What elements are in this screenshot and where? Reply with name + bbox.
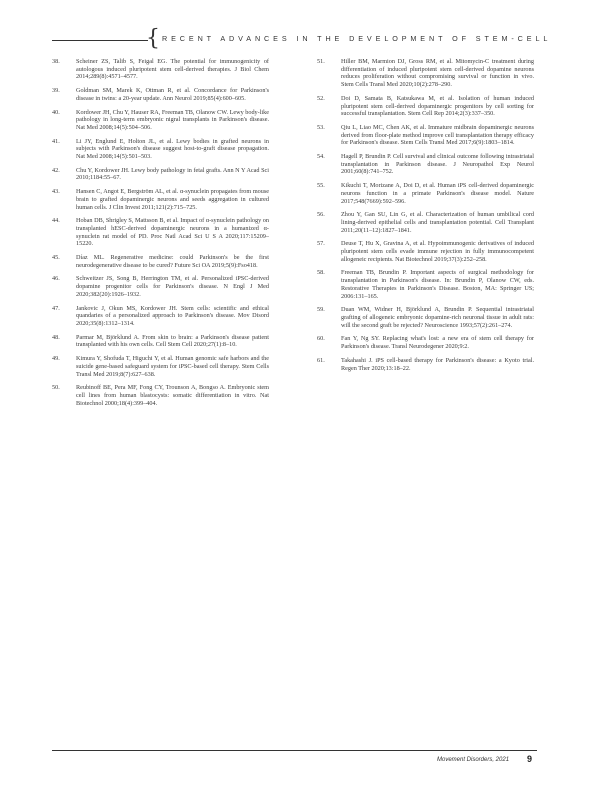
reference-item — [52, 138, 269, 161]
reference-number: 48. — [52, 333, 60, 341]
reference-text: Jankovic J, Okun MS, Kordower JH. Stem cells: scientific and ethical quandaries of a personalized approach to Parkinson's disease. Mov Disord 2020;35(8):1312–1314. — [76, 304, 269, 327]
reference-column-left — [52, 58, 269, 413]
reference-item — [52, 109, 269, 132]
reference-item — [52, 188, 269, 211]
reference-number: 43. — [52, 188, 60, 196]
reference-number: 50. — [52, 384, 60, 392]
reference-text: Chu Y, Kordower JH. Lewy body pathology in fetal grafts. Ann N Y Acad Sci 2010;1184:55–67. — [76, 166, 269, 182]
reference-number: 39. — [52, 87, 60, 95]
reference-text: Díaz ML. Regenerative medicine: could Parkinson's be the first neurodegenerative disease to be cured? Future Sci OA 2019;5(9):Fso418. — [76, 254, 269, 269]
reference-text: Goldman SM, Marek K, Ottman R, et al. Concordance for Parkinson's disease in twins: a 20-year update. Ann Neurol 2019;85(4):600–605. — [76, 87, 269, 102]
reference-item — [317, 357, 534, 372]
reference-number: 53. — [317, 123, 325, 131]
reference-text: Hoban DB, Shrigley S, Mattsson B, et al. Impact of α-synuclein pathology on transplanted hESC-derived dopaminergic neurons in a humanized α-synuclein rat model of PD. Proc Natl Acad Sci U S A 2020;117:15209–15220. — [76, 217, 269, 248]
reference-text: Kimura Y, Shofuda T, Higuchi Y, et al. Human genomic safe harbors and the suicide gene-based safeguard system for iPSC-based cell therapy. Stem Cells Transl Med 2019;8(7):627–638. — [76, 355, 269, 378]
reference-number: 49. — [52, 355, 60, 363]
reference-text: Fan Y, Ng SY. Replacing what's lost: a new era of stem cell therapy for Parkinson's disease. Transl Neurodegener 2020;9:2. — [341, 335, 534, 351]
reference-item — [52, 275, 269, 298]
reference-text: Schweitzer JS, Song B, Herrington TM, et al. Personalized iPSC-derived dopamine progenitor cells for Parkinson's disease. N Engl J Med 2020;382(20):1926–1932. — [76, 275, 269, 298]
reference-item — [52, 355, 269, 378]
reference-text: Reubinoff BE, Pera MF, Fong CY, Trounson A, Bongso A. Embryonic stem cell lines from human blastocysts: somatic differentiation in vitro. Nat Biotechnol 2000;18(4):399–404. — [76, 384, 269, 407]
running-title: RECENT ADVANCES IN THE DEVELOPMENT OF STEM-CELL — [162, 34, 552, 43]
reference-item — [52, 305, 269, 328]
reference-item — [52, 58, 269, 81]
reference-item — [317, 58, 534, 89]
reference-text: Doi D, Samata B, Katsukawa M, et al. Isolation of human induced pluripotent stem cell-derived dopaminergic progenitors by cell sorting for successful transplantation. Stem Cell Rep 2014;2(3):337–350. — [341, 94, 534, 118]
reference-text: Qiu L, Liao MC, Chen AK, et al. Immature midbrain dopaminergic neurons derived from floor-plate method improve cell transplantation therapy efficacy for Parkinson's disease. Stem Cells Transl Med 2017;6(9):1803–1814. — [341, 123, 534, 147]
reference-item — [317, 211, 534, 234]
reference-item — [317, 153, 534, 176]
reference-item — [52, 254, 269, 269]
header-rule — [52, 40, 148, 41]
reference-text: Hagell P, Brundin P. Cell survival and clinical outcome following intrastriatal transplantation in Parkinson disease. J Neuropathol Exp Neurol 2001;60(8):741–752. — [341, 153, 534, 176]
header-brace-ornament: { — [146, 26, 160, 51]
reference-number: 44. — [52, 217, 60, 225]
reference-text: Parmar M, Björklund A. From skin to brain: a Parkinson's disease patient transplanted with his own cells. Cell Stem Cell 2020;27(1):8–10. — [76, 333, 269, 349]
reference-item — [317, 95, 534, 118]
reference-number: 57. — [317, 240, 325, 248]
reference-item — [317, 240, 534, 263]
reference-text: Zhou Y, Gan SU, Lin G, et al. Characterization of human umbilical cord lining-derived epithelial cells and transplantation potential. Cell Transplant 2011;20(11–12):1827–1841. — [341, 211, 534, 234]
reference-number: 42. — [52, 166, 60, 174]
reference-text: Freeman TB, Brundin P. Important aspects of surgical methodology for transplantation in Parkinson's disease. In: Brundin P, Olanow CW, eds. Restorative Therapies in Parkinson's Disease. Boston, MA: Springer US; 2006:131–165. — [341, 269, 534, 300]
reference-number: 40. — [52, 108, 60, 116]
reference-item — [317, 124, 534, 147]
reference-text: Li JY, Englund E, Holton JL, et al. Lewy bodies in grafted neurons in subjects with Parkinson's disease suggest host-to-graft disease propagation. Nat Med 2008;14(5):501–503. — [76, 137, 269, 161]
reference-item — [317, 306, 534, 329]
footer-rule — [52, 750, 537, 751]
reference-text: Hansen C, Angot E, Bergström AL, et al. α-synuclein propagates from mouse brain to grafted dopaminergic neurons and seeds aggregation in cultured human cells. J Clin Invest 2011;121(2):715–725. — [76, 188, 269, 211]
reference-text: Scheiner ZS, Talib S, Feigal EG. The potential for immunogenicity of autologous induced pluripotent stem cell-derived therapies. J Biol Chem 2014;289(8):4571–4577. — [76, 58, 269, 81]
reference-number: 47. — [52, 304, 60, 312]
reference-number: 60. — [317, 335, 325, 343]
reference-number: 38. — [52, 58, 60, 65]
reference-number: 45. — [52, 254, 60, 262]
reference-text: Kikuchi T, Morizane A, Doi D, et al. Human iPS cell-derived dopaminergic neurons function in a primate Parkinson's disease model. Nature 2017;548(7669):592–596. — [341, 182, 534, 205]
reference-item — [52, 384, 269, 407]
reference-item — [52, 334, 269, 349]
reference-text: Hiller BM, Marmion DJ, Gross RM, et al. Mitomycin-C treatment during differentiation of induced pluripotent stem cell-derived dopamine neurons reduces proliferation without compromising survival or function in vivo. Stem Cells Transl Med 2020;10(2):278–290. — [341, 58, 534, 89]
reference-number: 58. — [317, 269, 325, 277]
reference-number: 56. — [317, 211, 325, 219]
reference-text: Duan WM, Widner H, Björklund A, Brundin P. Sequential intrastriatal grafting of allogeneic embryonic dopamine-rich neuronal tissue in adult rats: will the second graft be rejected? Neuroscience 1993;57(2):261–274. — [341, 306, 534, 329]
reference-number: 54. — [317, 153, 325, 161]
reference-item — [52, 87, 269, 102]
reference-number: 61. — [317, 356, 325, 364]
reference-number: 52. — [317, 94, 325, 102]
reference-text: Takahashi J. iPS cell-based therapy for Parkinson's disease: a Kyoto trial. Regen Ther 2020;13:18–22. — [341, 356, 534, 372]
footer-journal-name: Movement Disorders, 2021 — [437, 757, 510, 763]
reference-number: 41. — [52, 137, 60, 145]
reference-number: 59. — [317, 306, 325, 314]
reference-text: Kordower JH, Chu Y, Hauser RA, Freeman TB, Olanow CW. Lewy body-like pathology in long-term embryonic nigral transplants in Parkinson's disease. Nat Med 2008;14(5):504–506. — [76, 108, 269, 131]
reference-item — [52, 167, 269, 182]
reference-number: 51. — [317, 58, 325, 65]
reference-column-right — [317, 58, 534, 378]
reference-number: 46. — [52, 275, 60, 283]
page-number: 9 — [527, 754, 533, 764]
reference-item — [317, 335, 534, 350]
reference-item — [317, 269, 534, 300]
reference-item — [317, 182, 534, 205]
reference-item — [52, 217, 269, 248]
reference-number: 55. — [317, 182, 325, 190]
reference-text: Deuse T, Hu X, Gravina A, et al. Hypoimmunogenic derivatives of induced pluripotent stem cells evade immune rejection in fully immunocompetent allogeneic recipients. Nat Biotechnol 2019;37(3):252–258. — [341, 240, 534, 263]
